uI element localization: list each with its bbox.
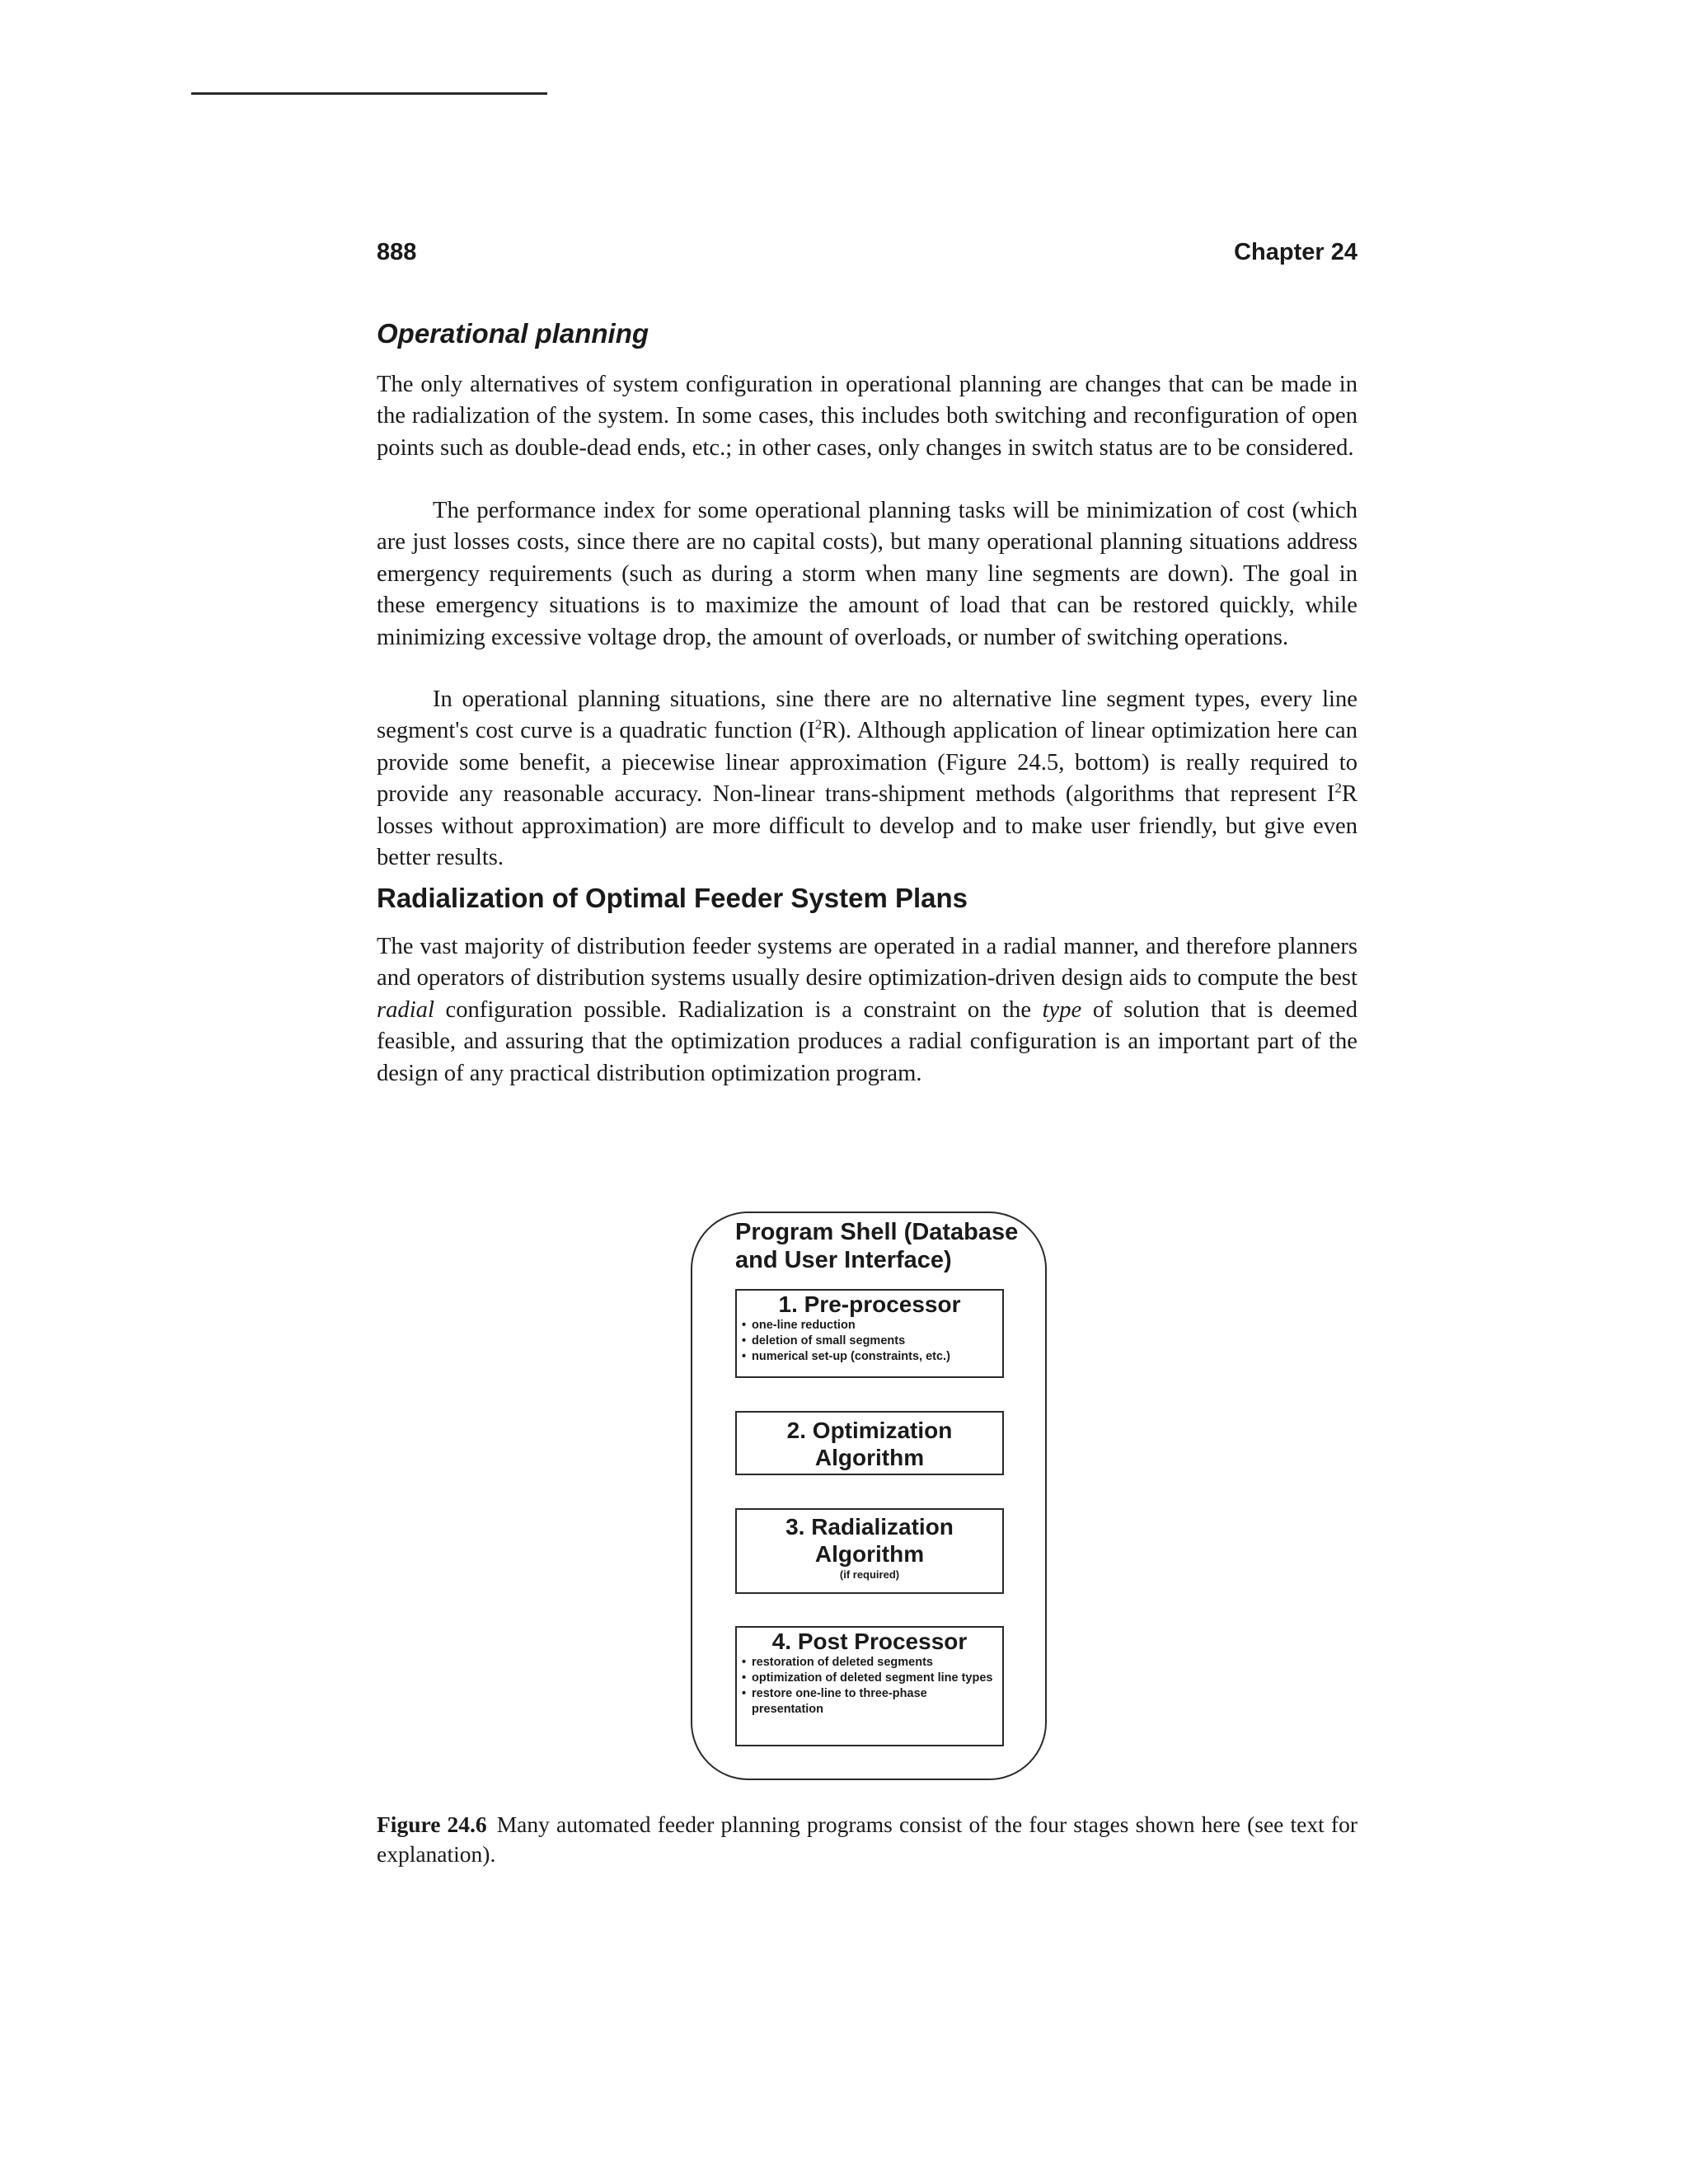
paragraph-operational-1: The only alternatives of system configuration in operational planning are changes that can be made in the radialization of the system. In some cases, this includes both switching and reconfiguration of open points such as double-dead ends, etc.; in other cases, only changes in switch status are to be considered. [377, 372, 1357, 461]
stage-2-title: 2. Optimization Algorithm [786, 1418, 953, 1470]
stage-4-postprocessor-box [735, 1626, 1004, 1746]
stage-4-list [737, 1655, 1002, 1718]
top-rule [191, 92, 547, 95]
page-number: 888 [377, 239, 417, 265]
page-header [377, 239, 1357, 272]
stage-3-radialization-box [735, 1508, 1004, 1594]
chapter-label: Chapter 24 [1234, 239, 1357, 265]
list-item: • restoration of deleted segments [740, 1655, 999, 1671]
stage-1-preprocessor-box [735, 1289, 1004, 1378]
stage-1-title: 1. Pre-processor [778, 1291, 961, 1317]
list-item: • one-line reduction [740, 1318, 999, 1333]
section-heading-operational-planning: Operational planning [377, 318, 649, 349]
program-shell-title: Program Shell (Database and User Interface) [735, 1219, 1019, 1273]
list-item: • deletion of small segments [740, 1333, 999, 1349]
paragraph-operational-2: The performance index for some operational planning tasks will be minimization of cost (which are just losses costs, since there are no capital costs), but many operational planning situations address emergency requirements (such as during a storm when many line segments are down). The goal in these emergency situations is to maximize the amount of load that can be restored quickly, while minimizing excessive voltage drop, the amount of overloads, or number of switching operations. [377, 498, 1357, 650]
stage-3-title: 3. Radialization Algorithm [785, 1514, 954, 1567]
figure-caption-text: Many automated feeder planning programs consist of the four stages shown here (see text for explanation). [377, 1811, 1357, 1867]
stage-2-optimization-box [735, 1411, 1004, 1475]
list-item: • restore one-line to three-phase presentation [740, 1686, 999, 1718]
section-heading-radialization: Radialization of Optimal Feeder System Plans [377, 883, 968, 913]
paragraph-operational-3: In operational planning situations, sine there are no alternative line segment types, every line segment's cost curve is a quadratic function $(I^2R)$. Although application of linear optimization here can provide some benefit, a piecewise linear approximation (Figure 24.5, bottom) is really required to provide any reasonable accuracy. Non-linear trans-shipment methods (algorithms that represent $I^2R$ losses without approximation) are more difficult to develop and to make user friendly, but give even better results. [377, 687, 1357, 871]
stage-4-title: 4. Post Processor [771, 1629, 968, 1654]
paragraph-radialization-1: The vast majority of distribution feeder systems are operated in a radial manner, and therefore planners and operators of distribution systems usually desire optimization-driven design aids to compute the best radial configuration possible. Radialization is a constraint on the type of solution that is deemed feasible, and assuring that the optimization produces a radial configuration is an important part of the design of any practical distribution optimization program. [377, 934, 1357, 1086]
figure-caption [377, 1810, 1357, 1869]
stage-3-note: (if required) [839, 1568, 900, 1581]
stage-1-list [737, 1318, 1002, 1365]
list-item: • numerical set-up (constraints, etc.) [740, 1349, 999, 1365]
figure-label: Figure 24.6 [377, 1811, 487, 1837]
list-item: • optimization of deleted segment line types [740, 1671, 999, 1686]
